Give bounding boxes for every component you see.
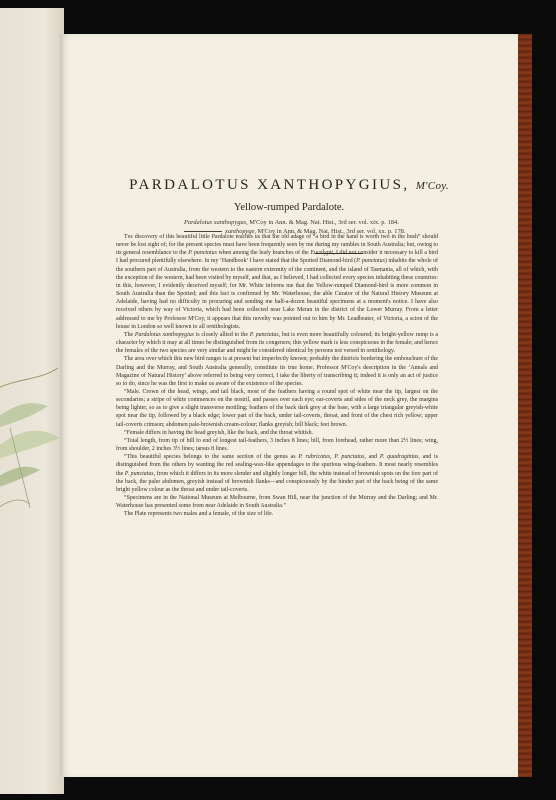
species-author: M'Coy. — [415, 180, 449, 192]
left-facing-page — [0, 8, 64, 794]
species-name: PARDALOTUS XANTHOPYGIUS, — [129, 177, 410, 193]
paragraph: “This beautiful species belongs to the same section of the genus as P. rubricatus, P. punctatus, and P. quadragintus, and is distinguished from the others by wanting the red sealing-wax-like appendages to the spurious wing-feathers. It most nearly resembles the P. punctatus, from which it differs in its more slender and slightly longer bill, the white instead of brownish spots on the fore part of the back, the paler abdomen, greyish instead of brownish flanks—and conspicuously by the hinder part of the back being of the same bright yellow colour as the throat and under tail-coverts. — [116, 454, 438, 493]
ditto-dash — [184, 231, 222, 232]
paragraph: The discovery of this beautiful little Pardalote teaches us that the old adage of “a bird in the hand is worth two in the bush” should never be lost sight of; for the present species must have been frequently seen by me during my rambles in South Australia; but, owing to its general resemblance to the P. punctatus when among the leafy branches of the Eucalypti, I did not consider it necessary to kill a bird I had procured plentifully elsewhere. In my ‘Handbook’ I have stated that the Spotted Diamond-bird (P. punctatus) inhabits the whole of the southern part of Australia, from the western to the eastern extremity of the continent, and the island of Tasmania, all of which, with the exception of the western, had been visited by myself, and that, as I believed, I had collected every species inhabiting these countries: in this, however, I evidently deceived myself; for Mr. White informs me that the Yellow-rumped Diamond-bird is more common in South Australia than the Spotted; and this fact is confirmed by Mr. Waterhouse, the able Curator of the Natural History Museum at Adelaide, having had no difficulty in procuring and sending me half-a-dozen beautiful specimens at a moment's notice. I have also received others by way of Victoria, which had been collected near Lake Meran in the district of the Lower Murray. From a letter addressed to me by Professor M'Coy, it appears that this novelty was pointed out to him by Mr. Leadbeater, of Victoria, a scion of the house in London so well known to all ornithologists. — [116, 234, 438, 330]
common-name: Yellow-rumped Pardalote. — [233, 202, 345, 213]
book-binding-edge — [518, 34, 532, 777]
paragraph: “Female differs in having the head greyish, like the back, and the throat whitish. — [124, 429, 313, 436]
paragraph: The Plate represents two males and a female, of the size of life. — [124, 511, 274, 518]
plant-illustration-icon — [0, 8, 64, 794]
species-title — [60, 177, 518, 194]
synonym-line: xanthopyge, M'Coy in Ann. & Mag. Nat. Hist., 3rd ser. vol. xx. p. 178. — [184, 227, 405, 236]
paragraph: The Pardalotus xanthopygius is closely allied to the P. punctatus, but is even more beautifully coloured; its bright-yellow rump is a character by which it may at all times be distinguished from its congeners; this yellow mark is less conspicuous in the female; and hence the females of the two species are very similar and might be considered identical by persons not versed in ornithology. — [116, 331, 438, 355]
paragraph: “Specimens are in the National Museum at Melbourne, from Swan Hill, near the junction of the Murray and the Darling; and Mr. Waterhouse has presented some from near Adelaide in South Australia.” — [116, 495, 438, 510]
synonym-line: Pardalotus xanthopygus, M'Coy in Ann. & Mag. Nat. Hist., 3rd ser. vol. xix. p. 184. — [184, 219, 399, 226]
body-text — [116, 233, 438, 518]
paragraph: “Male. Crown of the head, wings, and tail black, most of the feathers having a round spot of white near the tip, largest on the secondaries; a stripe of white commences on the nostril, and passes over each eye; ear-coverts and sides of the neck grey, the margins being lighter, so as to give a slight transverse mottling; feathers of the back dark grey at the base, with a large triangular greyish-white spot near the tip, followed by a black edge; lower part of the back, under tail-coverts, throat, and front of the chest rich yellow; upper tail-coverts crimson; abdomen pale-brownish cream-colour; flanks greyish; bill black; feet brown. — [116, 388, 438, 428]
paragraph: The area over which this new bird ranges is at present but imperfectly known; probably the districts bordering the embouchure of the Darling and the Murray, and South Australia generally, constitute its true home. Professor M'Coy's description in the ‘Annals and Magazine of Natural History’ above referred to being very correct, I take the liberty of transcribing it; indeed it is only an act of justice so to do, since he was the first to make us aware of the existence of the species. — [116, 356, 438, 387]
paragraph: “Total length, from tip of bill to end of longest tail-feathers, 3 inches 8 lines; bill, from forehead, rather more than 2½ lines; wing, from shoulder, 2 inches 3½ lines; tarsus 8 lines. — [116, 437, 438, 453]
